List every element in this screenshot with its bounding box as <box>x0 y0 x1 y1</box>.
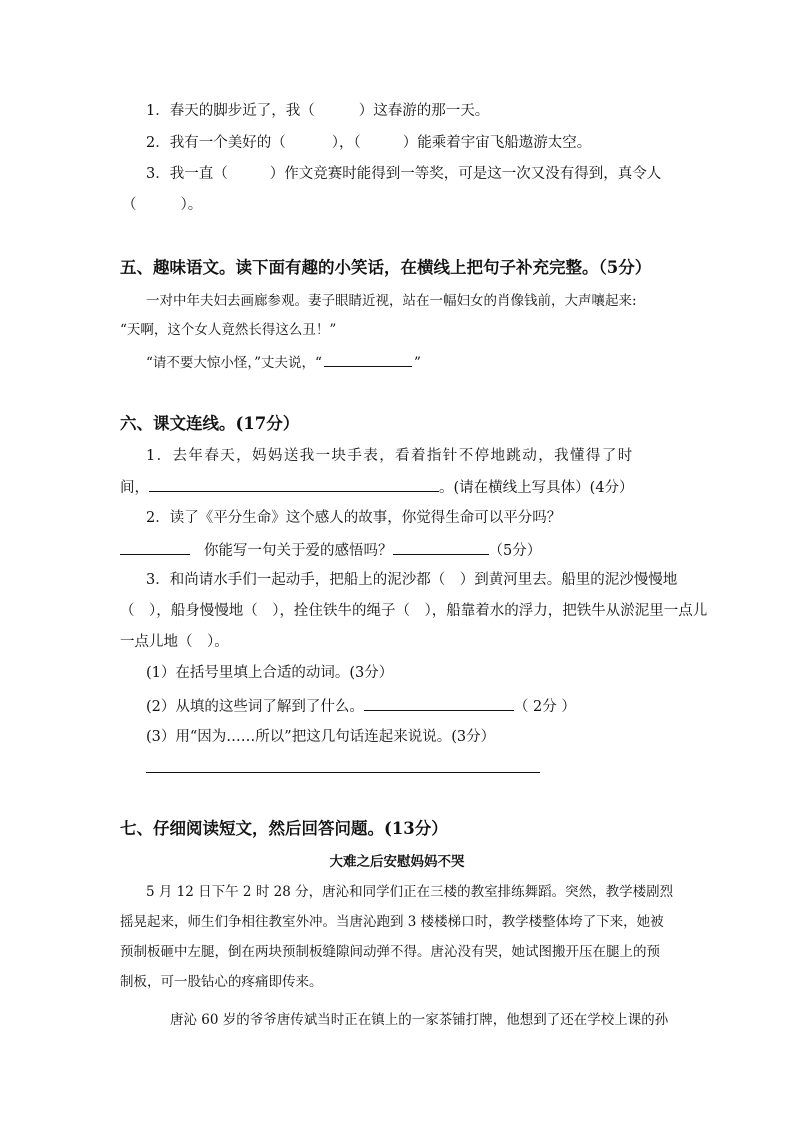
s6-q3-line-3: 一点儿地（ ）。 <box>120 634 229 650</box>
s4-question-1: 1．春天的脚步近了，我（ ）这春游的那一天。 <box>146 103 490 119</box>
s6-q1-line-2: 间， 。(请在横线上写具体）(4分） <box>120 476 634 498</box>
s6-sub-3: (3）用“因为……所以”把这几句话连起来说说。(3分） <box>146 729 496 745</box>
passage-p1-line-2: 摇晃起来，师生们争相往教室外冲。当唐沁跑到 3 楼楼梯口时，教学楼整体垮了下来，她被 <box>120 914 664 930</box>
s6-q3-line-2: （ ），船身慢慢地（ ），拴住铁牛的绳子（ ），船靠着水的浮力，把铁牛从淤泥里一点儿 <box>120 603 708 619</box>
answer-blank[interactable] <box>393 539 489 555</box>
s5-story-line-3: “请不要大惊小怪，”丈夫说，“ ” <box>146 351 421 373</box>
s6-sub-2: (2）从填的这些词了解到了什么。 （ 2分 ） <box>146 695 576 717</box>
passage-p1-line-4: 制板，可一股钻心的疼痛即传来。 <box>120 974 323 990</box>
s5-story-line-1: 一对中年夫妇去画廊参观。妻子眼睛近视，站在一幅妇女的肖像钱前，大声嚷起来: <box>146 293 637 309</box>
section-6-heading: 六、课文连线。(17分） <box>120 414 300 433</box>
s5-story-line-2: “天啊，这个女人竟然长得这么丑！” <box>120 322 337 338</box>
answer-line[interactable] <box>146 772 540 773</box>
passage-title: 大难之后安慰妈妈不哭 <box>329 854 465 870</box>
section-7-heading: 七、仔细阅读短文，然后回答问题。(13分） <box>120 819 448 838</box>
s6-q2-line-2: 你能写一句关于爱的感悟吗？ （5分） <box>120 539 541 561</box>
s6-q1-line-1: 1．去年春天，妈妈送我一块手表，看着指针不停地跳动，我懂得了时 <box>146 448 634 464</box>
s6-q3-line-1: 3．和尚请水手们一起动手，把船上的泥沙都（ ）到黄河里去。船里的泥沙慢慢地 <box>146 572 678 588</box>
passage-p1-line-1: 5 月 12 日下午 2 时 28 分，唐沁和同学们正在三楼的教室排练舞蹈。突然，教学楼剧烈 <box>146 884 674 900</box>
answer-blank[interactable] <box>149 476 439 492</box>
s4-question-3-cont: （ ）。 <box>122 197 203 213</box>
answer-blank[interactable] <box>364 695 514 711</box>
passage-p2-line-1: 唐沁 60 岁的爷爷唐传斌当时正在镇上的一家茶铺打牌，他想到了还在学校上课的孙 <box>170 1012 669 1028</box>
s6-q2-line-1: 2．读了《平分生命》这个感人的故事，你觉得生命可以平分吗？ <box>146 510 562 526</box>
answer-blank[interactable] <box>324 351 412 367</box>
answer-blank[interactable] <box>120 539 190 555</box>
section-5-heading: 五、趣味语文。读下面有趣的小笑话，在横线上把句子补充完整。（5分） <box>120 258 652 277</box>
s4-question-2: 2．我有一个美好的（ ），（ ）能乘着宇宙飞船遨游太空。 <box>146 135 592 151</box>
s6-sub-1: (1）在括号里填上合适的动词。(3分） <box>146 665 394 681</box>
passage-p1-line-3: 预制板砸中左腿，倒在两块预制板缝隙间动弹不得。唐沁没有哭，她试图搬开压在腿上的预 <box>120 944 660 960</box>
s4-question-3: 3．我一直（ ）作文竞赛时能得到一等奖，可是这一次又没有得到，真令人 <box>146 166 662 182</box>
